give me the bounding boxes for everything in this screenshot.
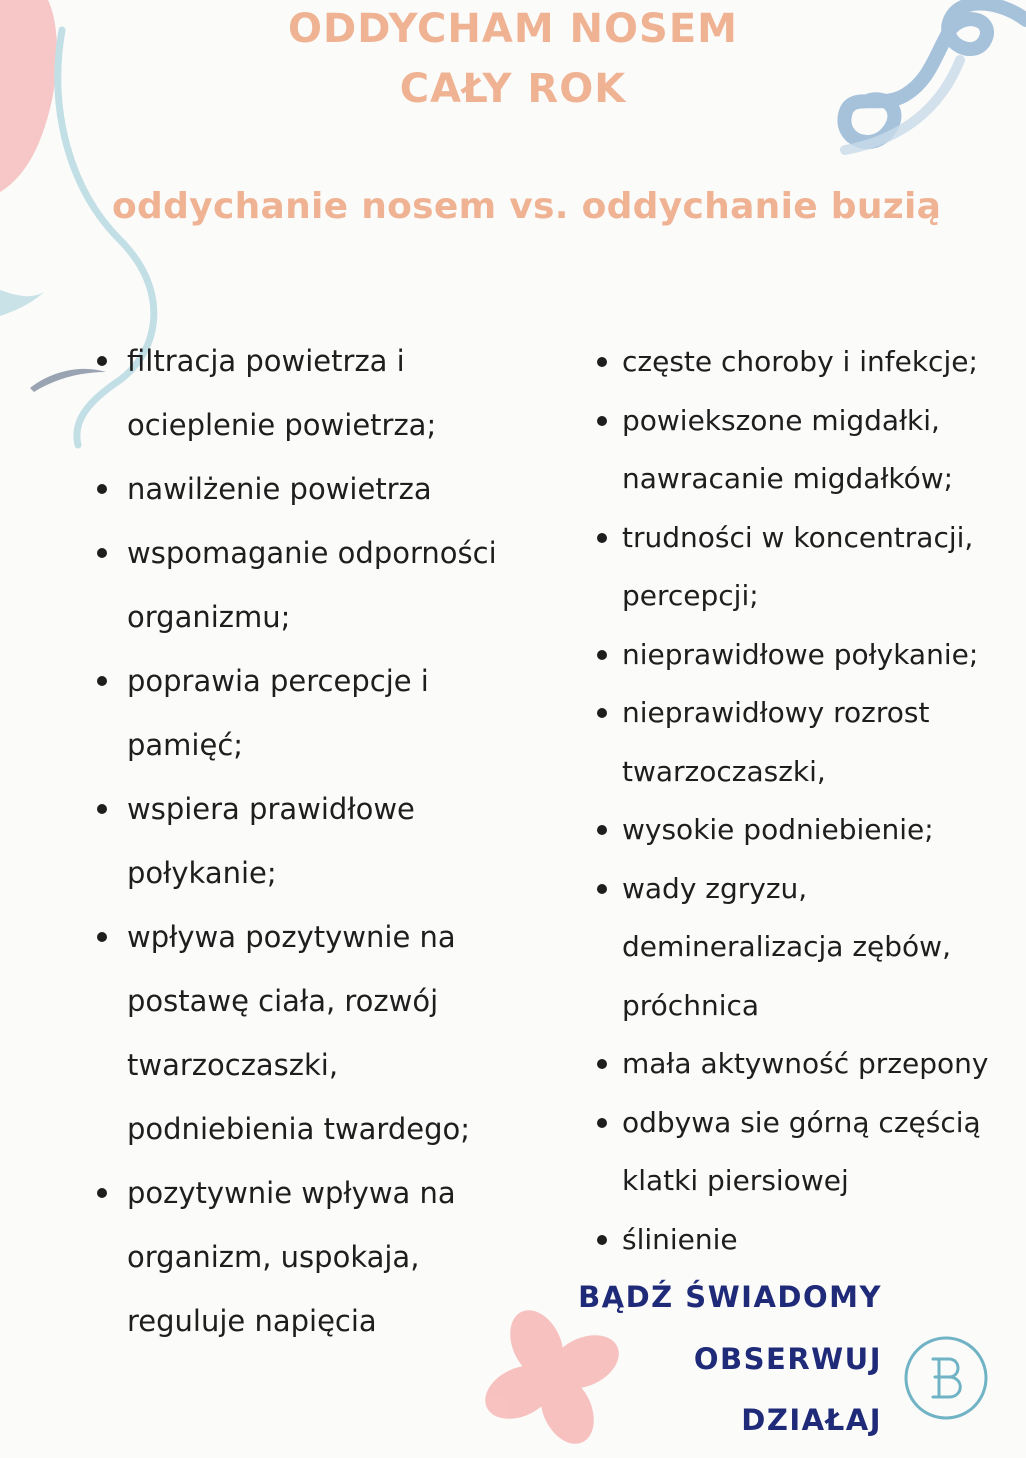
list-item: trudności w koncentracji, percepcji;: [622, 509, 1002, 626]
list-item: wspomaganie odporności organizmu;: [127, 521, 507, 649]
blue-leaf-shape: [0, 290, 44, 316]
page-title-line1: ODDYCHAM NOSEM: [288, 6, 738, 52]
list-item: wady zgryzu, demineralizacja zębów, próchnica: [622, 860, 1002, 1036]
circle-b-logo-icon: [903, 1335, 989, 1421]
slogan-line-1: BĄDŹ ŚWIADOMY: [578, 1280, 882, 1314]
page-subtitle: oddychanie nosem vs. oddychanie buzią: [112, 186, 942, 227]
grey-swoosh-shape: [30, 369, 106, 392]
list-item: poprawia percepcje i pamięć;: [127, 649, 507, 777]
list-item: wpływa pozytywnie na postawę ciała, rozwój twarzoczaszki, podniebienia twardego;: [127, 905, 507, 1161]
slogan-line-3: DZIAŁAJ: [741, 1403, 882, 1437]
slogan-line-2: OBSERWUJ: [693, 1342, 882, 1376]
list-item: częste choroby i infekcje;: [622, 333, 1002, 392]
list-item: mała aktywność przepony: [622, 1035, 1002, 1094]
list-item: nawilżenie powietrza: [127, 457, 507, 521]
list-item: filtracja powietrza i ocieplenie powietrza;: [127, 329, 507, 457]
list-item: ślinienie: [622, 1211, 1002, 1270]
list-item: nieprawidłowy rozrost twarzoczaszki,: [622, 684, 1002, 801]
page-title-line2: CAŁY ROK: [399, 66, 627, 112]
list-item: pozytywnie wpływa na organizm, uspokaja, reguluje napięcia: [127, 1161, 507, 1353]
list-item: wysokie podniebienie;: [622, 801, 1002, 860]
list-item: powiekszone migdałki, nawracanie migdałków;: [622, 392, 1002, 509]
mouth-breathing-list: [622, 333, 1002, 1269]
list-item: wspiera prawidłowe połykanie;: [127, 777, 507, 905]
list-item: odbywa sie górną częścią klatki piersiowej: [622, 1094, 1002, 1211]
nose-breathing-list: [127, 329, 507, 1353]
list-item: nieprawidłowe połykanie;: [622, 626, 1002, 685]
